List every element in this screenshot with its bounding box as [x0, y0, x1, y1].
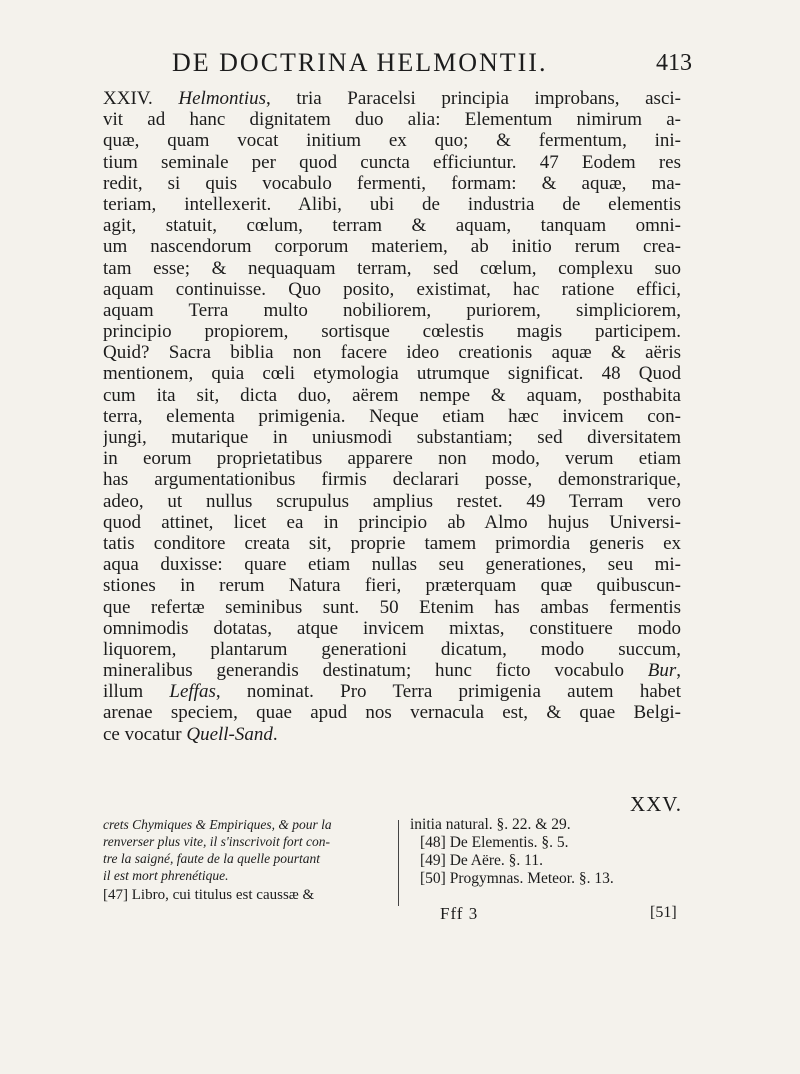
text-line: has argumentationibus firmis declarari posse, demonstrarique, [103, 469, 681, 491]
main-text-block [103, 88, 681, 745]
text-line: in eorum proprietatibus apparere non modo, verum etiam [103, 448, 681, 470]
text-line: aquam continuisse. Quo posito, existimat, hac ratione effici, [103, 278, 681, 300]
text-line: cum ita sit, dicta duo, aërem nempe & aquam, posthabita [103, 384, 681, 406]
text-line: aqua duxisse: quare etiam nullas seu generationes, seu mi- [103, 554, 681, 576]
text-line: XXIV. Helmontius, tria Paracelsi principia improbans, asci- [103, 88, 681, 109]
footnote-continued-line: il est mort phrenétique. [103, 868, 229, 883]
footnote-49: [49] De Aëre. §. 11. [420, 852, 543, 869]
text-line: liquorem, plantarum generationi dicatum, modo succum, [103, 638, 681, 660]
footnotes-right-column [410, 816, 690, 888]
footnote-47: [47] Libro, cui titulus est caussæ & [103, 887, 315, 903]
text-line: redit, si quis vocabulo fermenti, formam: & aquæ, ma- [103, 172, 681, 194]
footnote-47-continuation: initia natural. §. 22. & 29. [410, 816, 571, 833]
footnote-48: [48] De Elementis. §. 5. [420, 834, 569, 851]
catchword: [51] [650, 904, 677, 921]
text-line: tium seminale per quod cuncta efficiuntur. 47 Eodem res [103, 151, 681, 173]
footnote-continued-line: renverser plus vite, il s'inscrivoit fort con- [103, 834, 330, 849]
footnote-column-divider [398, 820, 399, 906]
text-line: principio propiorem, sortisque cœlestis magis participem. [103, 321, 681, 343]
text-line: mineralibus generandis destinatum; hunc ficto vocabulo Bur, [103, 660, 681, 682]
text-line: arenae speciem, quae apud nos vernacula est, & quae Belgi- [103, 702, 681, 724]
text-line: vit ad hanc dignitatem duo alia: Elementum nimirum a- [103, 109, 681, 131]
text-line: jungi, mutarique in uniusmodi substantiam; sed diversitatem [103, 427, 681, 448]
text-line: que refertæ seminibus sunt. 50 Etenim has ambas fermentis [103, 596, 681, 618]
text-line: quæ, quam vocat initium ex quo; & fermentum, ini- [103, 130, 681, 152]
page-number: 413 [656, 50, 692, 76]
signature-mark: Fff 3 [440, 904, 479, 923]
text-line: agit, statuit, cœlum, terram & aquam, tanquam omni- [103, 215, 681, 237]
text-line: aquam Terra multo nobiliorem, puriorem, simpliciorem, [103, 299, 681, 321]
text-line: quod attinet, licet ea in principio ab Almo hujus Universi- [103, 511, 681, 533]
text-line: ce vocatur Quell-Sand. [103, 723, 278, 745]
text-line: omnimodis dotatas, atque invicem mixtas, constituere modo [103, 617, 681, 639]
text-line: Quid? Sacra biblia non facere ideo creationis aquæ & aëris [103, 342, 681, 364]
footnote-50: [50] Progymnas. Meteor. §. 13. [420, 870, 614, 887]
next-section-number: XXV. [629, 792, 682, 816]
text-line: adeo, ut nullus scrupulus amplius restet. 49 Terram vero [103, 490, 681, 512]
footnote-continued-line: crets Chymiques & Empiriques, & pour la [103, 817, 332, 832]
running-header [172, 48, 692, 84]
footnote-continued-line: tre la saigné, faute de la quelle pourtant [103, 851, 320, 866]
text-line: illum Leffas, nominat. Pro Terra primigenia autem habet [103, 681, 681, 703]
text-line: tatis conditore creata sit, proprie tamem primordia generis ex [103, 532, 681, 554]
text-line: tam esse; & nequaquam terram, sed cœlum, complexu suo [103, 257, 681, 279]
text-line: mentionem, quia cœli etymologia utrumque significat. 48 Quod [103, 363, 681, 385]
running-title: DE DOCTRINA HELMONTII. [172, 48, 548, 77]
footnotes-left-column [103, 816, 389, 904]
text-line: um nascendorum corporum materiem, ab initio rerum crea- [103, 236, 681, 258]
text-line: teriam, intellexerit. Alibi, ubi de industria de elementis [103, 193, 681, 215]
text-line: terra, elementa primigenia. Neque etiam hæc invicem con- [103, 405, 681, 427]
text-line: stiones in rerum Natura fieri, præterquam quæ quibuscun- [103, 575, 681, 597]
